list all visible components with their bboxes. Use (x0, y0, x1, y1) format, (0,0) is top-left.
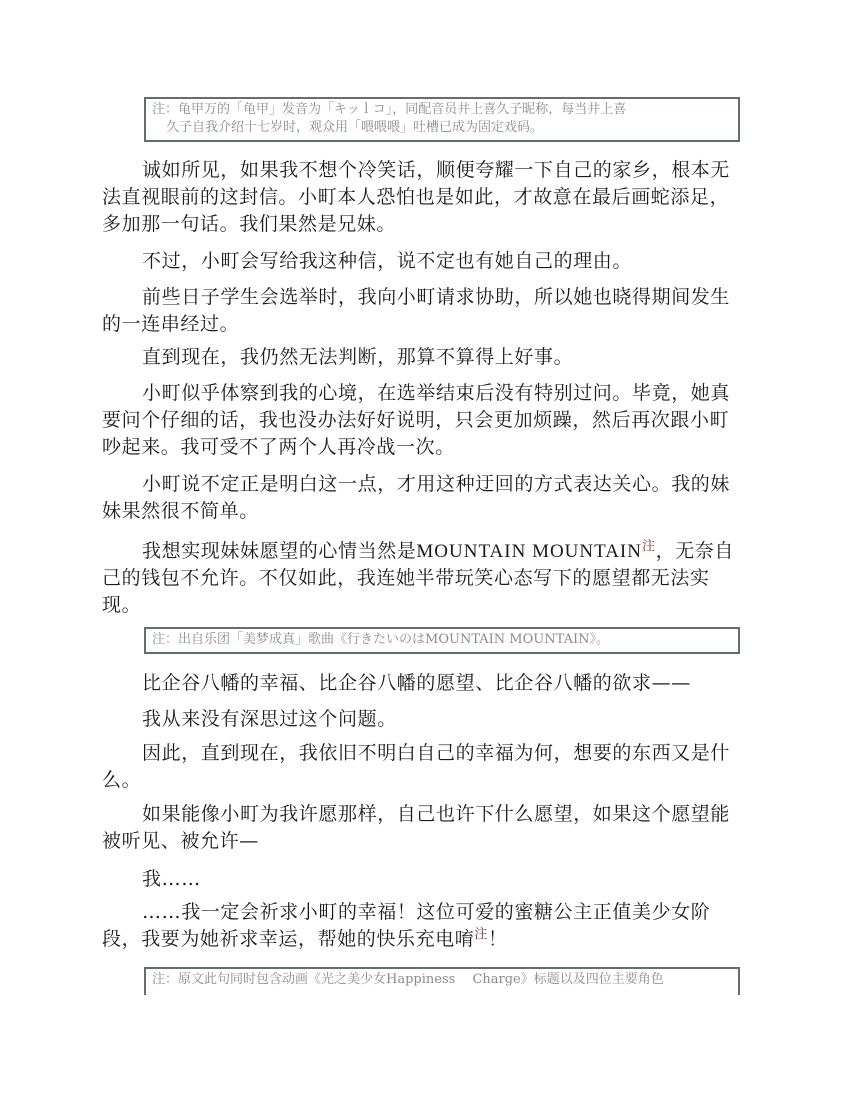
paragraph: 我…… (142, 868, 201, 890)
paragraph: 小町说不定正是明白这一点，才用这种迂回的方式表达关心。我的妹妹果然很不简单。 (102, 473, 731, 522)
song-title: MOUNTAIN MOUNTAIN (416, 541, 642, 562)
footnote-text: 出自乐团「美梦成真」歌曲《行きたいのはMOUNTAIN MOUNTAIN》。 (178, 632, 609, 647)
paragraph: 诚如所见，如果我不想个冷笑话，顺便夸耀一下自己的家乡，根本无法直视眼前的这封信。小町本人恐怕也是如此，才故意在最后画蛇添足，多加那一句话。我们果然是兄妹。 (102, 159, 731, 235)
paragraph: 前些日子学生会选举时，我向小町请求协助，所以她也晓得期间发生的一连串经过。 (102, 286, 731, 335)
paragraph (102, 899, 744, 953)
footnote-box-3 (144, 967, 740, 995)
footnote-text: 原文此句同时包含动画《光之美少女Happiness Charge》标题以及四位主要角色 (178, 972, 664, 987)
footnote-prefix: 注： (152, 102, 179, 117)
paragraph-text: 我想实现妹妹愿望的心情当然是 (142, 540, 417, 562)
paragraph: 直到现在，我仍然无法判断，那算不算得上好事。 (142, 346, 574, 368)
footnote-box-2 (144, 627, 740, 654)
footnote-marker[interactable]: 注 (641, 539, 656, 554)
footnote-text: 龟甲万的「龟甲」发音为「キッｌコ」，同配音员井上喜久子昵称，每当井上喜 (178, 102, 627, 117)
paragraph: 比企谷八幡的幸福、比企谷八幡的愿望、比企谷八幡的欲求—— (142, 672, 691, 694)
paragraph (102, 538, 744, 619)
paragraph: 因此，直到现在，我依旧不明白自己的幸福为何，想要的东西又是什么。 (102, 742, 731, 791)
footnote-prefix: 注： (152, 972, 179, 987)
paragraph-text: ！ (488, 928, 508, 950)
footnote-box-1 (144, 97, 740, 142)
paragraph: 不过，小町会写给我这种信，说不定也有她自己的理由。 (142, 250, 633, 272)
footnote-marker[interactable]: 注 (474, 927, 489, 942)
paragraph-text: ，无奈自己的钱包不允许。不仅如此，我连她半带玩笑心态写下的愿望都无法实现。 (102, 540, 734, 616)
paragraph: 如果能像小町为我许愿那样，自己也许下什么愿望，如果这个愿望能被听见、被允许— (102, 803, 731, 852)
paragraph: 小町似乎体察到我的心境，在选举结束后没有特别过问。毕竟，她真要问个仔细的话，我也没办法好好说明，只会更加烦躁，然后再次跟小町吵起来。我可受不了两个人再冷战一次。 (102, 382, 731, 458)
paragraph: 我从来没有深思过这个问题。 (142, 708, 397, 730)
footnote-text-continued: 久子自我介绍十七岁时，观众用「喂喂喂」吐槽已成为固定戏码。 (166, 120, 544, 135)
footnote-prefix: 注： (152, 632, 179, 647)
paragraph-text: ……我一定会祈求小町的幸福！这位可爱的蜜糖公主正值美少女阶段，我要为她祈求幸运，帮她的快乐充电唷 (102, 901, 711, 950)
